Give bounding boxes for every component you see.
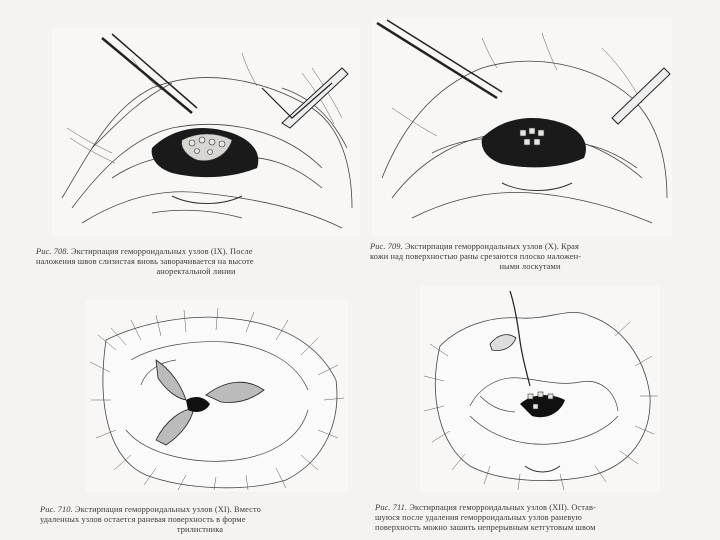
figure-708-caption-line: Экстирпация геморроидальных узлов (IX). После [70, 247, 253, 256]
figure-711-caption-line: Экстирпация геморроидальных узлов (XII). Остав- [409, 503, 596, 512]
figure-708-number: Рис. 708. [36, 247, 69, 256]
figure-710-caption [40, 505, 360, 535]
figure-709-number: Рис. 709. [370, 242, 403, 251]
figure-710-number: Рис. 710. [40, 505, 73, 514]
figure-710-illustration [86, 300, 348, 492]
figure-709-illustration [372, 18, 672, 236]
figure-708-caption [36, 247, 356, 277]
figure-710-caption-line: трилистника [176, 525, 224, 534]
figure-709-caption-line: Экстирпация геморроидальных узлов (X). Края [404, 242, 579, 251]
figure-708-caption-line: аноректальной линии [156, 267, 236, 276]
figure-709-caption-line: кожи над поверхностью раны срезаются плоско наложен- [370, 252, 582, 261]
figure-708-caption-line: наложения швов слизистая вновь заворачивается на высоте [36, 257, 254, 266]
figure-710-caption-line: Экстирпация геморроидальных узлов (XI). Вместо [74, 505, 261, 514]
figure-708-illustration [52, 28, 360, 236]
figure-711-caption-line: шуюся после удаления геморроидальных узлов раневую [375, 513, 582, 522]
figure-711-number: Рис. 711. [375, 503, 408, 512]
figure-709-caption-line: ными лоскутами [499, 262, 561, 271]
figure-711-illustration [420, 286, 660, 492]
figure-709-caption [370, 242, 690, 272]
figure-711-caption-line: поверхность можно зашить непрерывным кетгутовым швом [375, 523, 596, 532]
figure-710-caption-line: удаленных узлов остается раневая поверхность в форме [40, 515, 246, 524]
figure-711-caption [375, 503, 705, 533]
